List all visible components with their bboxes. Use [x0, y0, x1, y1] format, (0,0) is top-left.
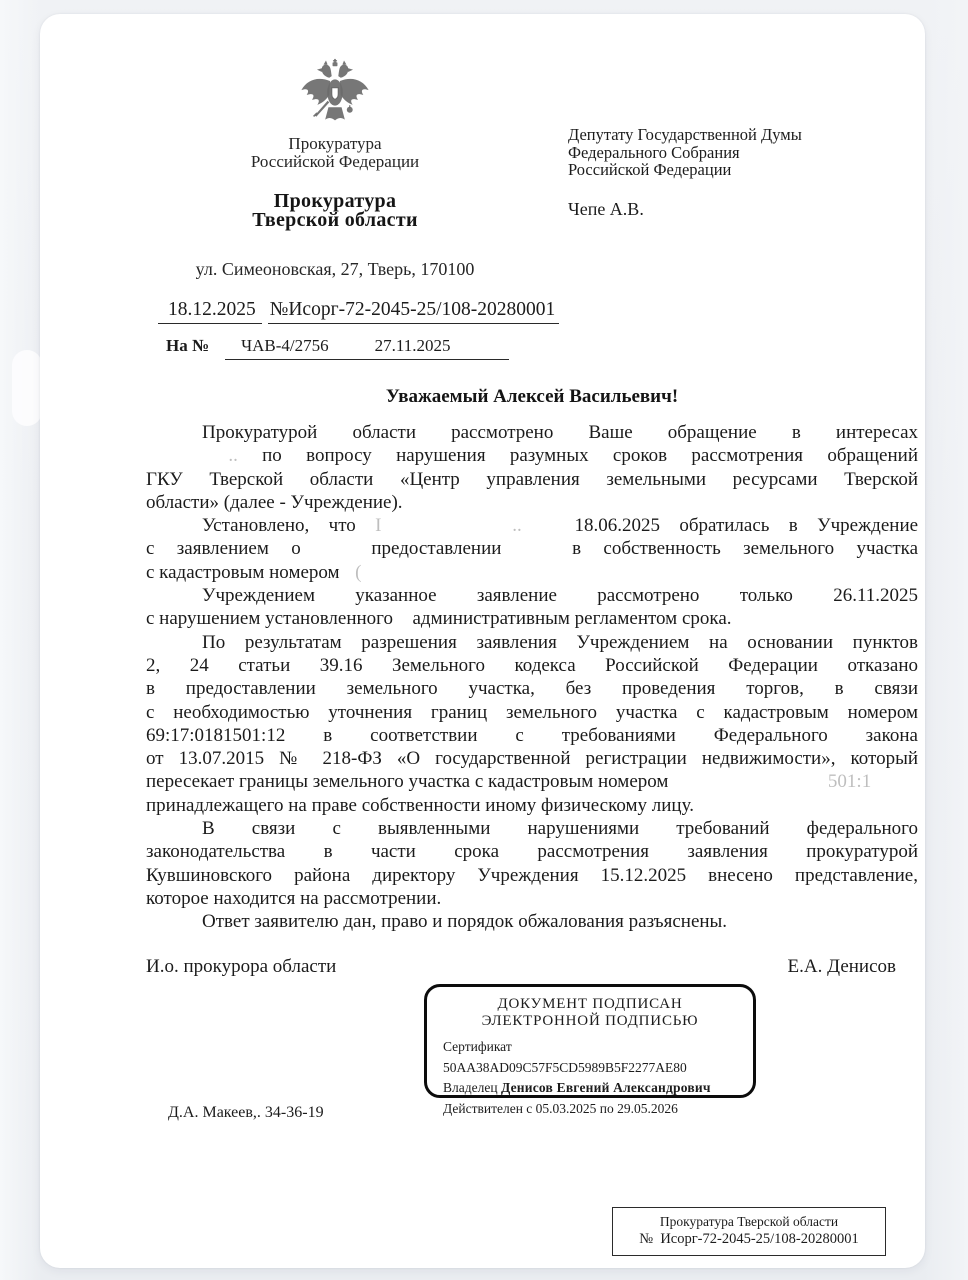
body-text-segment: 69:17:0181501:12 в соответствии с требованиями Федерального закона — [146, 724, 918, 746]
registration-number-label: № — [639, 1231, 654, 1247]
body-line — [146, 607, 918, 630]
body-text-segment: с необходимостью уточнения границ земельного участка с кадастровым номером — [146, 701, 918, 723]
body-text-segment: по вопросу нарушения разумных сроков рассмотрения обращений — [262, 445, 918, 467]
body-text-segment: которое находится на рассмотрении. — [146, 887, 442, 909]
body-text-segment: 18.06.2025 обратилась в Учреждение — [574, 515, 919, 537]
certificate-value: 50AA38AD09C57F5CD5989B5F2277AE80 — [443, 1059, 687, 1075]
org-parent-name — [100, 135, 570, 170]
background-right-strip — [924, 0, 968, 1280]
body-line — [146, 654, 918, 677]
reply-reference-label: На № — [166, 336, 210, 355]
body-text-segment: Ответ заявителю дан, право и порядок обжалования разъяснены. — [202, 911, 728, 933]
background-left-strip — [0, 0, 42, 1280]
body-line — [146, 584, 918, 607]
body-text-segment: в собственность земельного участка — [572, 538, 919, 560]
recipient-line: Депутату Государственной Думы — [568, 125, 802, 144]
owner-label: Владелец — [443, 1080, 498, 1095]
body-line — [146, 910, 918, 933]
reply-number: ЧАВ-4/2756 — [241, 336, 329, 355]
document-page — [40, 14, 925, 1268]
double-headed-eagle-icon — [294, 58, 376, 132]
body-text-segment: Прокуратурой области рассмотрено Ваше обращение в интересах — [202, 422, 918, 443]
electronic-signature-stamp — [424, 984, 756, 1116]
body-text-segment: Кувшиновского района директору Учреждения 15.12.2025 внесено представление, — [146, 864, 918, 886]
body-line — [146, 677, 918, 700]
stamp-title-line2: ЭЛЕКТРОННОЙ ПОДПИСЬЮ — [481, 1013, 699, 1029]
body-text-segment: административным регламентом срока. — [412, 608, 732, 630]
body-line — [146, 817, 918, 840]
letterhead — [100, 58, 570, 278]
body-line — [146, 444, 918, 467]
registration-number-value: Исорг-72-2045-25/108-20280001 — [660, 1231, 859, 1247]
redaction-gap — [401, 529, 493, 531]
org-parent-line1: Прокуратура — [288, 134, 382, 153]
body-line — [146, 468, 918, 491]
reply-reference — [166, 336, 509, 360]
body-text-segment: с кадастровым номером — [146, 561, 340, 583]
body-line — [146, 724, 918, 747]
body-line — [146, 537, 918, 560]
stamp-title-line1: ДОКУМЕНТ ПОДПИСАН — [497, 996, 683, 1012]
letter-body — [146, 421, 918, 934]
redaction-fragment: ( — [355, 561, 362, 583]
registration-stamp — [612, 1207, 886, 1256]
org-name-line1: Прокуратура — [273, 190, 397, 212]
org-name-line2: Тверской области — [252, 209, 418, 231]
body-line — [146, 887, 918, 910]
body-text-segment: Установлено, что — [202, 515, 356, 537]
signer-name: Е.А. Денисов — [787, 956, 896, 977]
body-text-segment: пересекает границы земельного участка с кадастровым номером — [146, 771, 669, 793]
body-text-segment: от 13.07.2015 № 218-ФЗ «О государственной регистрации недвижимости», который — [146, 748, 918, 770]
body-text-segment: в предоставлении земельного участка, без проведения торгов, в связи — [146, 678, 918, 700]
body-text-segment: с заявлением о — [146, 538, 301, 560]
signer-position: И.о. прокурора области — [146, 956, 337, 977]
org-address: ул. Симеоновская, 27, Тверь, 170100 — [195, 259, 475, 279]
body-text-segment: области» (далее - Учреждение). — [146, 491, 403, 513]
body-line — [146, 631, 918, 654]
certificate-label: Сертификат — [443, 1039, 512, 1054]
body-line — [146, 864, 918, 887]
body-line — [146, 421, 918, 444]
body-text-segment: законодательства в части срока рассмотрения заявления прокуратурой — [146, 841, 918, 863]
body-text-segment: Учреждением указанное заявление рассмотрено только 26.11.2025 — [202, 585, 918, 607]
body-text-segment: с нарушением установленного — [146, 608, 393, 630]
reply-date: 27.11.2025 — [374, 336, 451, 355]
owner-name: Денисов Евгений Александрович — [500, 1080, 711, 1095]
outgoing-number: №Исорг-72-2045-25/108-20280001 — [268, 299, 559, 324]
background-blob — [12, 350, 42, 426]
redaction-gap — [524, 552, 550, 554]
stamp-owner — [443, 1078, 739, 1099]
redaction-gap — [146, 459, 204, 461]
stamp-validity: Действителен с 05.03.2025 по 29.05.2026 — [443, 1100, 678, 1116]
redaction-fragment: I — [375, 515, 382, 537]
redaction-gap — [323, 552, 349, 554]
outgoing-date: 18.12.2025 — [158, 299, 262, 324]
body-line — [146, 514, 918, 537]
redaction-gap — [541, 529, 555, 531]
reply-reference-value — [225, 336, 508, 360]
redaction-fragment: .. — [512, 515, 522, 537]
body-line — [146, 491, 918, 514]
redaction-fragment: 501:1 — [827, 771, 872, 793]
body-text-segment: По результатам разрешения заявления Учреждением на основании пунктов — [202, 631, 918, 653]
redaction-gap — [398, 622, 408, 624]
body-text-segment: В связи с выявленными нарушениями требований федерального — [202, 818, 918, 840]
outgoing-reference — [158, 299, 559, 324]
body-line — [146, 840, 918, 863]
body-line — [146, 701, 918, 724]
coat-of-arms-emblem — [100, 58, 570, 132]
salutation: Уважаемый Алексей Васильевич! — [385, 386, 679, 407]
stamp-certificate — [443, 1037, 739, 1078]
body-line — [146, 561, 918, 584]
stamp-details — [443, 1037, 739, 1119]
body-text-segment: предоставлении — [371, 538, 502, 560]
redaction-gap — [344, 576, 350, 578]
org-name — [100, 192, 570, 230]
recipient-line: Российской Федерации — [568, 160, 732, 179]
recipient-block — [568, 126, 898, 218]
body-text-segment: ГКУ Тверской области «Центр управления земельными ресурсами Тверской — [146, 468, 918, 490]
body-line — [146, 747, 918, 770]
body-line — [146, 794, 918, 817]
org-parent-line2: Российской Федерации — [250, 151, 420, 171]
executor-contact: Д.А. Макеев,. 34-36-19 — [168, 1104, 324, 1121]
redaction-gap — [673, 785, 823, 787]
registration-org: Прокуратура Тверской области — [659, 1214, 839, 1229]
signature-row — [146, 956, 918, 978]
recipient-line: Федерального Собрания — [568, 142, 740, 162]
recipient-name: Чепе А.В. — [568, 198, 644, 219]
body-text-segment: принадлежащего на праве собственности иному физическому лицу. — [146, 794, 694, 816]
body-line — [146, 770, 918, 793]
redaction-fragment: .. — [228, 445, 238, 467]
registration-number — [617, 1230, 881, 1249]
body-text-segment: 2, 24 статьи 39.16 Земельного кодекса Российской Федерации отказано — [146, 654, 918, 676]
stamp-title — [427, 996, 753, 1030]
